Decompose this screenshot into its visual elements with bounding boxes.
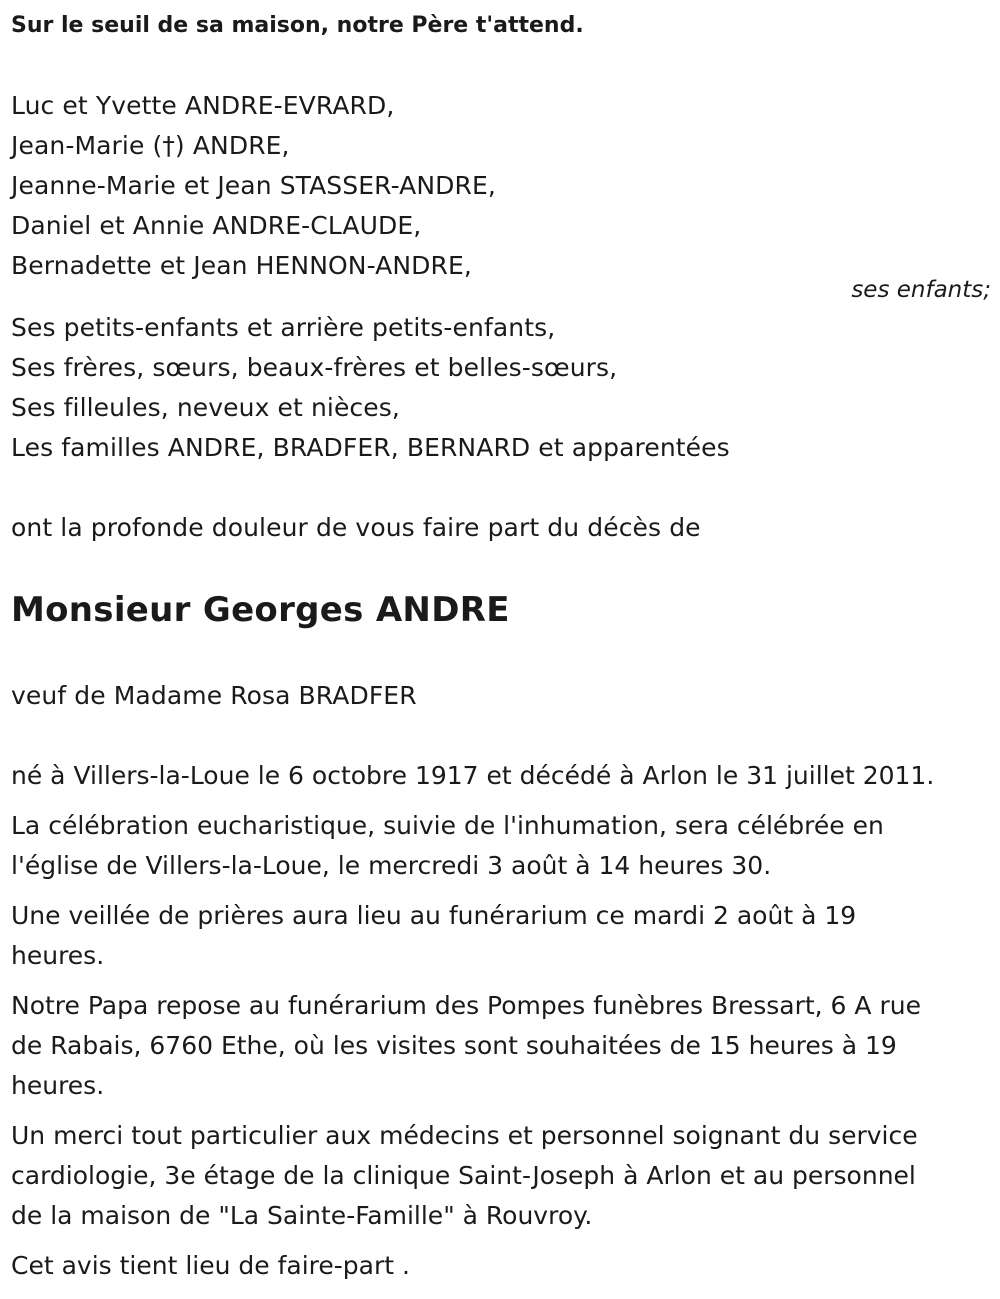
paragraph-line: Un merci tout particulier aux médecins et personnel soignant du service xyxy=(11,1121,918,1150)
funeral-paragraph xyxy=(11,806,991,886)
paragraph-line: de Rabais, 6760 Ethe, où les visites sont souhaitées de 15 heures à 19 xyxy=(11,1031,897,1060)
paragraph-line: Une veillée de prières aura lieu au funérarium ce mardi 2 août à 19 xyxy=(11,901,857,930)
children-label: ses enfants; xyxy=(851,277,991,303)
children-list xyxy=(11,86,496,286)
epigraph: Sur le seuil de sa maison, notre Père t'attend. xyxy=(11,13,584,38)
paragraph-line: né à Villers-la-Loue le 6 octobre 1917 et décédé à Arlon le 31 juillet 2011. xyxy=(11,761,935,790)
details-paragraphs xyxy=(11,756,991,1296)
children-line: Daniel et Annie ANDRE-CLAUDE, xyxy=(11,211,422,240)
relatives-line: Ses frères, sœurs, beaux-frères et belles-sœurs, xyxy=(11,353,618,382)
paragraph-line: cardiologie, 3e étage de la clinique Saint-Joseph à Arlon et au personnel xyxy=(11,1161,916,1190)
paragraph-line: La célébration eucharistique, suivie de l'inhumation, sera célébrée en xyxy=(11,811,884,840)
visitation-paragraph xyxy=(11,986,991,1106)
paragraph-line: l'église de Villers-la-Loue, le mercredi 3 août à 14 heures 30. xyxy=(11,851,772,880)
relatives-list xyxy=(11,308,730,468)
widower-text: veuf de Madame Rosa BRADFER xyxy=(11,681,417,710)
paragraph-line: Cet avis tient lieu de faire-part . xyxy=(11,1251,410,1280)
deceased-name: Monsieur Georges ANDRE xyxy=(11,590,510,630)
children-line: Bernadette et Jean HENNON-ANDRE, xyxy=(11,251,472,280)
announcement-text: ont la profonde douleur de vous faire part du décès de xyxy=(11,513,701,542)
relatives-line: Ses filleules, neveux et nièces, xyxy=(11,393,400,422)
paragraph-line: heures. xyxy=(11,941,105,970)
children-line: Jean-Marie (†) ANDRE, xyxy=(11,131,290,160)
announcement xyxy=(11,508,701,548)
paragraph-line: Notre Papa repose au funérarium des Pompes funèbres Bressart, 6 A rue xyxy=(11,991,921,1020)
paragraph-line: de la maison de "La Sainte-Famille" à Rouvroy. xyxy=(11,1201,593,1230)
paragraph-line: heures. xyxy=(11,1071,105,1100)
widower-note xyxy=(11,676,417,716)
closing-paragraph xyxy=(11,1246,991,1286)
relatives-line: Ses petits-enfants et arrière petits-enfants, xyxy=(11,313,556,342)
children-line: Luc et Yvette ANDRE-EVRARD, xyxy=(11,91,395,120)
relatives-line: Les familles ANDRE, BRADFER, BERNARD et apparentées xyxy=(11,433,730,462)
birth-death-paragraph xyxy=(11,756,991,796)
vigil-paragraph xyxy=(11,896,991,976)
thanks-paragraph xyxy=(11,1116,991,1236)
children-line: Jeanne-Marie et Jean STASSER-ANDRE, xyxy=(11,171,496,200)
